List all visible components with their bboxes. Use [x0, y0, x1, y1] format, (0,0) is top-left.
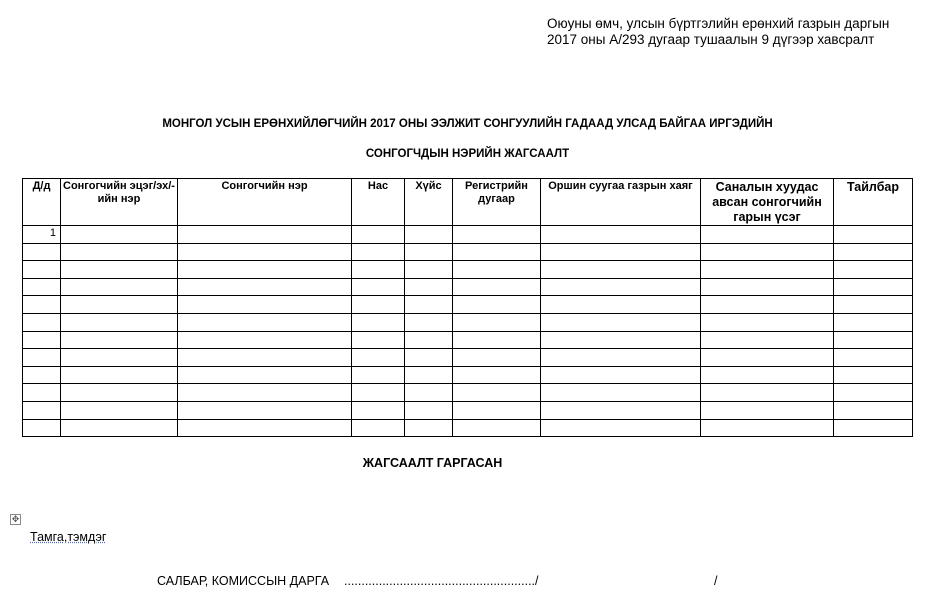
table-cell — [541, 419, 701, 437]
table-cell — [453, 226, 541, 244]
table-cell — [405, 261, 453, 279]
col-header-register-number: Регистрийн дугаар — [453, 179, 541, 226]
table-row — [23, 331, 913, 349]
table-cell — [834, 331, 913, 349]
document-title: МОНГОЛ УСЫН ЕРӨНХИЙЛӨГЧИЙН 2017 ОНЫ ЭЭЛЖИТ СОНГУУЛИЙН ГАДААД УЛСАД БАЙГАА ИРГЭДИЙН — [162, 118, 773, 130]
table-cell — [405, 226, 453, 244]
table-cell — [405, 384, 453, 402]
table-cell — [61, 349, 178, 367]
table-cell — [405, 366, 453, 384]
table-cell — [453, 384, 541, 402]
table-cell — [834, 401, 913, 419]
table-cell — [178, 261, 352, 279]
table-cell — [405, 419, 453, 437]
table-cell — [61, 243, 178, 261]
table-cell — [834, 296, 913, 314]
table-row — [23, 419, 913, 437]
col-header-gender: Хүйс — [405, 179, 453, 226]
table-cell — [61, 313, 178, 331]
table-cell — [178, 349, 352, 367]
table-cell — [701, 366, 834, 384]
table-cell — [701, 419, 834, 437]
table-row — [23, 366, 913, 384]
table-cell — [701, 243, 834, 261]
table-cell — [352, 331, 405, 349]
table-cell — [541, 296, 701, 314]
table-cell — [453, 401, 541, 419]
table-cell — [701, 401, 834, 419]
table-cell — [23, 331, 61, 349]
table-row — [23, 313, 913, 331]
col-header-age: Нас — [352, 179, 405, 226]
table-cell — [834, 261, 913, 279]
table-cell — [405, 331, 453, 349]
table-cell — [178, 313, 352, 331]
table-cell — [178, 419, 352, 437]
table-cell — [834, 313, 913, 331]
table-cell — [61, 261, 178, 279]
table-cell — [541, 313, 701, 331]
table-cell — [352, 384, 405, 402]
table-cell — [178, 401, 352, 419]
table-cell — [23, 401, 61, 419]
table-cell — [178, 226, 352, 244]
table-cell — [23, 261, 61, 279]
table-cell — [701, 349, 834, 367]
table-cell — [541, 349, 701, 367]
table-cell — [453, 296, 541, 314]
table-cell — [453, 419, 541, 437]
table-cell — [405, 313, 453, 331]
attachment-line-2: 2017 оны А/293 дугаар тушаалын 9 дүгээр хавсралт — [547, 32, 875, 47]
table-cell — [405, 296, 453, 314]
table-cell — [834, 366, 913, 384]
table-cell — [352, 419, 405, 437]
signature-end-slash: / — [714, 574, 718, 588]
table-cell — [834, 384, 913, 402]
table-cell — [453, 313, 541, 331]
table-cell — [178, 384, 352, 402]
attachment-line-1: Оюуны өмч, улсын бүртгэлийн ерөнхий газрын даргын — [547, 16, 890, 31]
table-cell — [701, 226, 834, 244]
table-cell — [61, 366, 178, 384]
stamp-label: Тамга,тэмдэг — [30, 530, 107, 544]
table-cell — [541, 261, 701, 279]
table-cell — [453, 261, 541, 279]
table-cell — [701, 313, 834, 331]
table-cell — [541, 278, 701, 296]
col-header-address: Оршин суугаа газрын хаяг — [541, 179, 701, 226]
table-cell — [352, 366, 405, 384]
table-cell — [834, 349, 913, 367]
table-row — [23, 278, 913, 296]
signature-line: ......................................................./ — [344, 574, 539, 588]
table-cell — [405, 401, 453, 419]
table-cell — [453, 349, 541, 367]
table-cell — [352, 243, 405, 261]
table-cell — [701, 261, 834, 279]
table-cell — [541, 226, 701, 244]
table-row — [23, 261, 913, 279]
table-cell — [23, 384, 61, 402]
table-move-handle-icon[interactable]: ✥ — [11, 514, 20, 524]
table-cell — [61, 401, 178, 419]
table-cell — [405, 243, 453, 261]
table-row — [23, 349, 913, 367]
table-cell — [541, 331, 701, 349]
table-header-row — [23, 179, 913, 226]
table-cell — [23, 278, 61, 296]
table-cell — [61, 384, 178, 402]
table-cell — [178, 296, 352, 314]
table-cell — [453, 243, 541, 261]
table-cell — [701, 278, 834, 296]
table-cell — [834, 243, 913, 261]
table-cell — [23, 419, 61, 437]
table-cell — [178, 243, 352, 261]
table-cell — [541, 384, 701, 402]
document-subtitle: СОНГОГЧДЫН НЭРИЙН ЖАГСААЛТ — [365, 148, 570, 160]
table-cell — [61, 331, 178, 349]
table-cell — [23, 366, 61, 384]
col-header-remarks: Тайлбар — [834, 179, 913, 226]
table-cell — [352, 401, 405, 419]
table-cell — [61, 296, 178, 314]
signature-label: САЛБАР, КОМИССЫН ДАРГА — [157, 574, 330, 588]
table-cell — [352, 226, 405, 244]
table-cell — [453, 278, 541, 296]
table-cell — [834, 226, 913, 244]
table-cell — [834, 278, 913, 296]
col-header-parent-name: Сонгогчийн эцэг/эх/-ийн нэр — [61, 179, 178, 226]
table-cell — [23, 243, 61, 261]
table-cell — [701, 296, 834, 314]
table-cell — [61, 226, 178, 244]
attachment-note — [547, 16, 889, 48]
table-cell — [178, 278, 352, 296]
table-cell — [405, 349, 453, 367]
table-cell — [23, 296, 61, 314]
table-row — [23, 226, 913, 244]
table-cell — [178, 331, 352, 349]
col-header-signature: Саналын хуудас авсан сонгогчийн гарын үсэг — [701, 179, 834, 226]
table-row — [23, 401, 913, 419]
table-cell — [405, 278, 453, 296]
col-header-number: Д/д — [23, 179, 61, 226]
table-cell — [61, 419, 178, 437]
table-cell — [178, 366, 352, 384]
compiled-by-heading: ЖАГСААЛТ ГАРГАСАН — [362, 456, 503, 470]
table-cell — [23, 349, 61, 367]
table-cell — [23, 313, 61, 331]
table-cell — [453, 366, 541, 384]
table-cell — [61, 278, 178, 296]
table-cell — [352, 349, 405, 367]
table-row — [23, 384, 913, 402]
row-number-cell: 1 — [23, 226, 61, 244]
table-cell — [352, 261, 405, 279]
table-cell — [701, 331, 834, 349]
table-cell — [541, 243, 701, 261]
table-row — [23, 296, 913, 314]
table-cell — [352, 296, 405, 314]
table-cell — [541, 366, 701, 384]
table-cell — [352, 278, 405, 296]
table-cell — [352, 313, 405, 331]
table-cell — [541, 401, 701, 419]
table-row — [23, 243, 913, 261]
table-cell — [453, 331, 541, 349]
table-cell — [834, 419, 913, 437]
col-header-voter-name: Сонгогчийн нэр — [178, 179, 352, 226]
voter-list-table — [22, 178, 913, 437]
table-cell — [701, 384, 834, 402]
